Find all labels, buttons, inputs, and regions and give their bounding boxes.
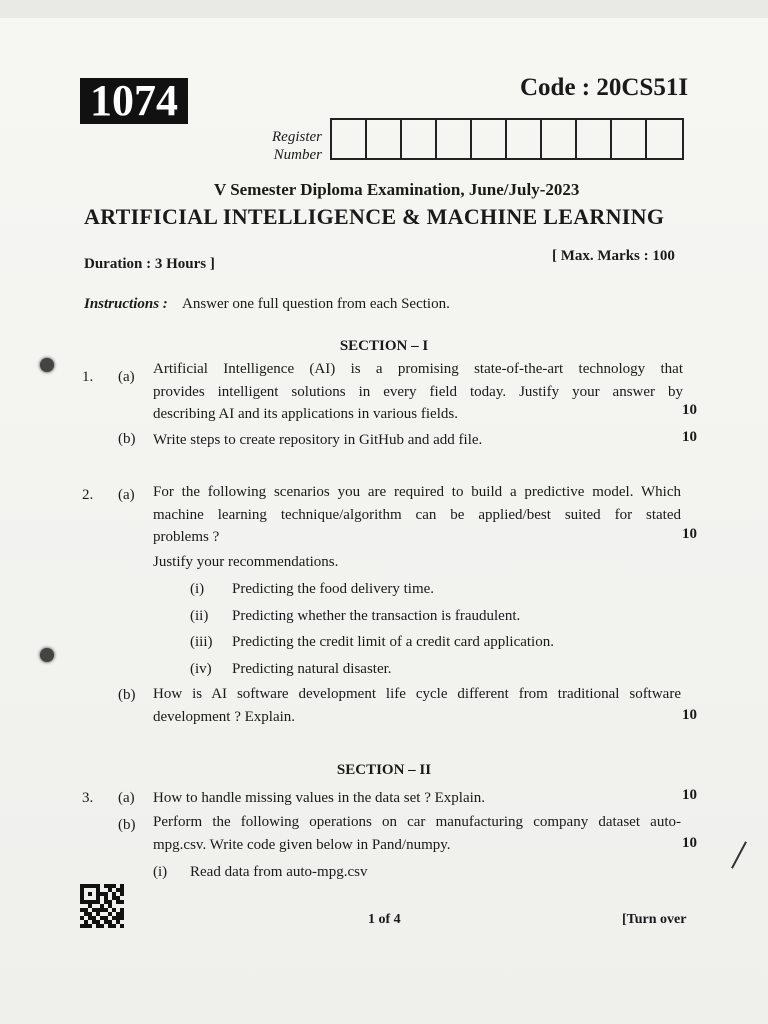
register-digit-box — [332, 120, 367, 158]
max-marks: [ Max. Marks : 100 — [552, 248, 675, 264]
register-label-line1: Register — [272, 129, 322, 145]
register-label-line2: Number — [273, 147, 322, 163]
q3-sub-i-label: (i) — [153, 864, 168, 880]
q2-sub-iii-label: (iii) — [190, 634, 213, 650]
q3-sub-i-text: Read data from auto-mpg.csv — [190, 864, 368, 880]
q3b-label: (b) — [118, 817, 136, 833]
register-digit-box — [472, 120, 507, 158]
register-digit-box — [507, 120, 542, 158]
subject-title: ARTIFICIAL INTELLIGENCE & MACHINE LEARNING — [84, 204, 665, 229]
instructions-label: Instructions : — [84, 296, 168, 312]
register-number-boxes — [330, 118, 684, 160]
q2-sub-ii-label: (ii) — [190, 608, 209, 624]
duration: Duration : 3 Hours ] — [84, 256, 215, 272]
register-number-label — [262, 128, 322, 164]
q2-sub-iii-text: Predicting the credit limit of a credit card application. — [232, 634, 554, 650]
q1a-line2: provides intelligent solutions in every field today. Justify your answer by — [153, 383, 683, 400]
instructions-text: Answer one full question from each Section. — [181, 296, 450, 312]
q2a-marks: 10 — [682, 526, 697, 542]
q3-number: 3. — [82, 790, 94, 806]
section-1-heading: SECTION – I — [339, 338, 429, 354]
q2a-text — [153, 481, 681, 573]
q1a-line3: describing AI and its applications in various fields. — [153, 406, 458, 422]
q1a-marks: 10 — [682, 402, 697, 418]
subject-code: Code : 20CS51I — [520, 74, 689, 101]
q2b-line1: How is AI software development life cycle different from traditional software — [153, 686, 681, 702]
q3b-marks: 10 — [682, 835, 697, 851]
q2b-label: (b) — [118, 687, 136, 703]
turn-over-note: [Turn over — [622, 912, 687, 927]
paper-number: 1074 — [80, 78, 188, 124]
register-digit-box — [647, 120, 682, 158]
q3b-line2: mpg.csv. Write code given below in Pand/numpy. — [153, 836, 451, 853]
q1a-label: (a) — [118, 369, 135, 385]
q1b-marks: 10 — [682, 429, 697, 445]
q2b-marks: 10 — [682, 707, 697, 723]
q3a-text: How to handle missing values in the data set ? Explain. — [153, 790, 486, 806]
q2-sub-iv-text: Predicting natural disaster. — [232, 661, 392, 677]
page-number: 1 of 4 — [368, 912, 401, 927]
q3a-label: (a) — [118, 790, 135, 806]
instructions — [84, 296, 450, 313]
register-digit-box — [402, 120, 437, 158]
q2-sub-i-text: Predicting the food delivery time. — [232, 581, 435, 597]
q3b-line1: Perform the following operations on car manufacturing company dataset auto- — [153, 814, 681, 830]
q2-sub-iv-label: (iv) — [190, 661, 212, 677]
qr-code-icon — [80, 884, 124, 928]
register-digit-box — [612, 120, 647, 158]
exam-title: V Semester Diploma Examination, June/July-2023 — [214, 180, 580, 199]
q3b-text — [153, 811, 681, 856]
q2a-line1: For the following scenarios you are required to build a predictive model. Which — [153, 484, 681, 500]
q1a-line1: Artificial Intelligence (AI) is a promising state-of-the-art technology that — [153, 361, 683, 377]
q1b-text: Write steps to create repository in GitHub and add file. — [153, 432, 483, 448]
q1-number: 1. — [82, 369, 94, 385]
q2a-line4: Justify your recommendations. — [153, 553, 339, 570]
q2a-label: (a) — [118, 487, 135, 503]
q2b-text — [153, 683, 681, 728]
register-digit-box — [577, 120, 612, 158]
q2a-line2: machine learning technique/algorithm can be applied/best suited for stated — [153, 506, 681, 523]
register-digit-box — [367, 120, 402, 158]
punch-hole-bottom — [40, 648, 54, 662]
q1a-text — [153, 358, 683, 426]
section-2-heading: SECTION – II — [336, 762, 432, 778]
q3a-marks: 10 — [682, 787, 697, 803]
q2a-line3: problems ? — [153, 529, 220, 545]
q1b-label: (b) — [118, 431, 136, 447]
q2b-line2: development ? Explain. — [153, 708, 296, 725]
register-digit-box — [437, 120, 472, 158]
q2-sub-ii-text: Predicting whether the transaction is fraudulent. — [232, 608, 521, 624]
q2-sub-i-label: (i) — [190, 581, 205, 597]
register-digit-box — [542, 120, 577, 158]
punch-hole-top — [40, 358, 54, 372]
q2-number: 2. — [82, 487, 94, 503]
